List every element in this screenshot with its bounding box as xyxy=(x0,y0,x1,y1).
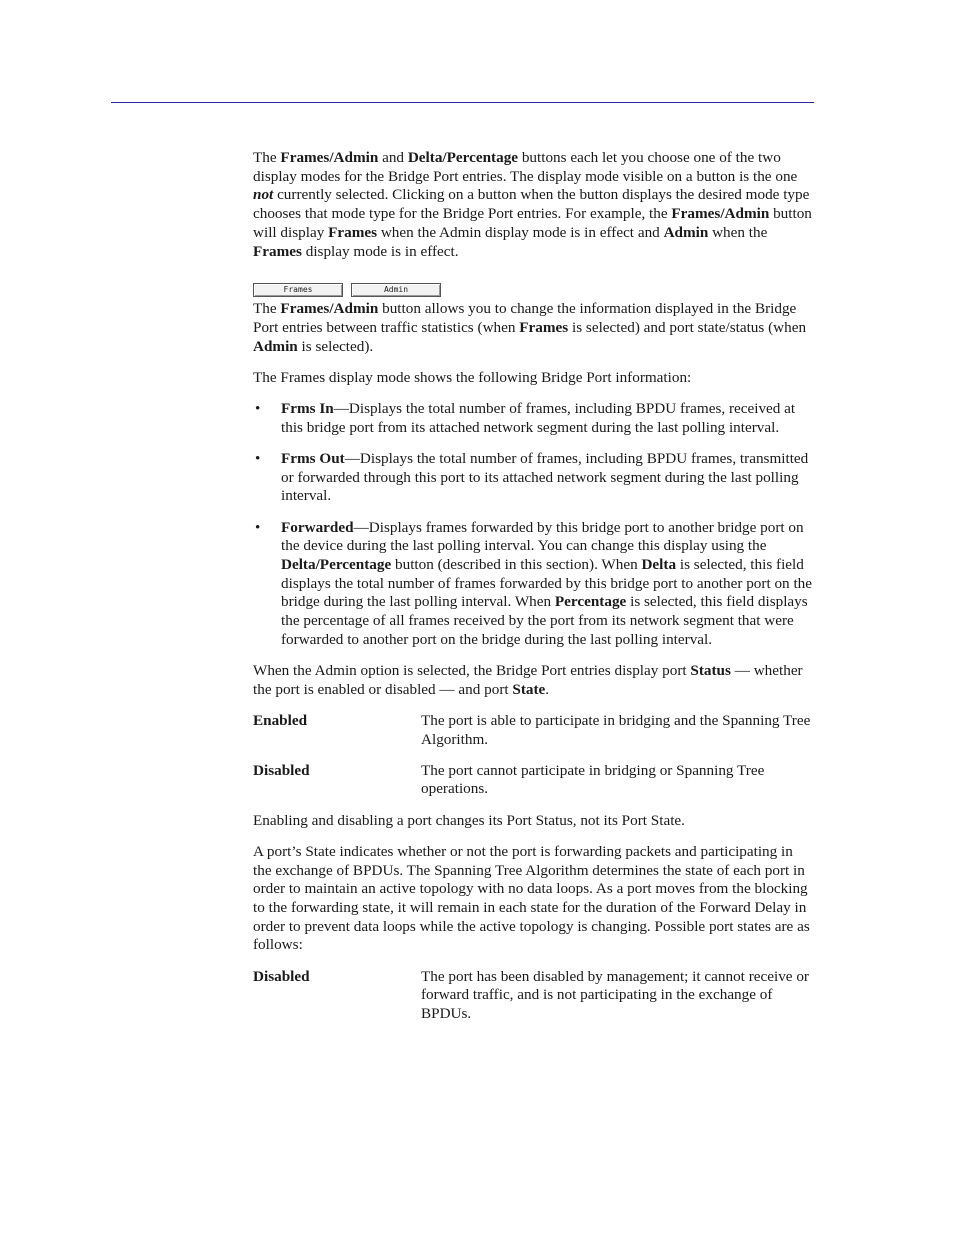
definition-term: Enabled xyxy=(253,711,308,729)
definition-row xyxy=(253,968,815,1024)
header-rule xyxy=(111,102,814,103)
definition-description: The port has been disabled by management; it cannot receive or forward traffic, and is not participating in the exchange of BPDUs. xyxy=(421,967,809,1023)
bold-text: Frames xyxy=(253,242,302,260)
port-state-paragraph: A port’s State indicates whether or not the port is forwarding packets and participating in the exchange of BPDUs. The Spanning Tree Algorithm determines the state of each port in order to maintain an active topology with no data loops. As a port moves from the blocking to the forwarding state, it will remain in each state for the duration of the Forward Delay in order to prevent data loops while the active topology is changing. Possible port states are as follows: xyxy=(253,842,810,954)
text: when the Admin display mode is in effect and xyxy=(377,223,664,241)
document-body xyxy=(253,149,815,1036)
bold-text: Admin xyxy=(663,223,709,241)
text: display mode is in effect. xyxy=(301,242,459,260)
bold-text: Delta xyxy=(641,555,677,573)
emphasis-text: not xyxy=(253,186,274,204)
bullet-icon: • xyxy=(255,449,261,467)
frames-button[interactable]: Frames xyxy=(253,283,343,297)
intro-paragraph xyxy=(253,149,815,261)
text: The xyxy=(253,300,281,318)
text: when the xyxy=(708,223,768,241)
definition-term: Disabled xyxy=(253,967,310,985)
admin-option-paragraph xyxy=(253,662,815,699)
definition-term: Disabled xyxy=(253,761,310,779)
bullet-icon: • xyxy=(255,400,261,418)
bold-text: State xyxy=(512,680,546,698)
text: . xyxy=(545,680,550,698)
list-item-frms-in xyxy=(253,400,815,437)
bullet-icon: • xyxy=(255,518,261,536)
frames-admin-paragraph xyxy=(253,300,815,356)
text: When the Admin option is selected, the Bridge Port entries display port xyxy=(253,661,691,679)
text: —Displays frames forwarded by this bridge port to another bridge port on the device during the last polling interval. You can change this display using the xyxy=(281,518,804,555)
text: and xyxy=(378,149,408,166)
text: buttons each let you choose one of the two display modes for the Bridge Port entries. The display mode visible on a button is the one xyxy=(253,149,798,185)
bold-text: Frames xyxy=(328,223,378,241)
frames-info-list xyxy=(253,400,815,649)
status-note-paragraph: Enabling and disabling a port changes its Port Status, not its Port State. xyxy=(253,811,685,829)
text: button allows you to change the information displayed in the Bridge Port entries between traffic statistics (when xyxy=(253,300,797,336)
list-item-forwarded xyxy=(253,519,815,650)
list-item-frms-out xyxy=(253,450,815,506)
bold-text: Frames/Admin xyxy=(280,149,379,166)
definition-description: The port cannot participate in bridging or Spanning Tree operations. xyxy=(421,761,765,798)
text: —Displays the total number of frames, including BPDU frames, received at this bridge port from its attached network segment during the last polling interval. xyxy=(281,400,796,436)
text: button will display xyxy=(253,205,812,241)
text: currently selected. Clicking on a button when the button displays the desired mode type chooses that mode type for the Bridge Port entries. For example, the xyxy=(253,186,810,223)
button-illustration xyxy=(253,283,815,297)
state-definition-list xyxy=(253,968,815,1024)
bold-text: Frames/Admin xyxy=(671,205,770,223)
bold-text: Status xyxy=(690,661,731,679)
bold-text: Frms Out xyxy=(281,449,345,467)
text: —Displays the total number of frames, including BPDU frames, transmitted or forwarded through this port to its attached network segment during the last polling interval. xyxy=(281,449,809,505)
bold-text: Forwarded xyxy=(281,518,354,536)
definition-row xyxy=(253,762,815,799)
text: — whether the port is enabled or disabled — and port xyxy=(253,661,803,698)
text: is selected, this field displays the total number of frames forwarded by this bridge port to another port on the bridge during the last polling interval. When xyxy=(281,555,813,611)
text: is selected) and port state/status (when xyxy=(568,318,807,336)
frames-mode-intro: The Frames display mode shows the following Bridge Port information: xyxy=(253,368,692,386)
definition-description: The port is able to participate in bridging and the Spanning Tree Algorithm. xyxy=(421,711,811,748)
bold-text: Frms In xyxy=(281,400,334,418)
text: The xyxy=(253,149,281,166)
text: is selected). xyxy=(297,337,374,355)
admin-button[interactable]: Admin xyxy=(351,283,441,297)
bold-text: Percentage xyxy=(554,593,627,611)
bold-text: Delta/Percentage xyxy=(281,555,392,573)
text: is selected, this field displays the percentage of all frames received by the port from its network segment that were forwarded to another port on the bridge during the last polling interval. xyxy=(281,593,808,648)
text: button (described in this section). When xyxy=(391,555,642,573)
bold-text: Frames/Admin xyxy=(280,300,379,318)
bold-text: Admin xyxy=(253,337,298,355)
definition-row xyxy=(253,712,815,749)
status-definition-list xyxy=(253,712,815,799)
bold-text: Frames xyxy=(519,318,569,336)
bold-text: Delta/Percentage xyxy=(407,149,519,166)
